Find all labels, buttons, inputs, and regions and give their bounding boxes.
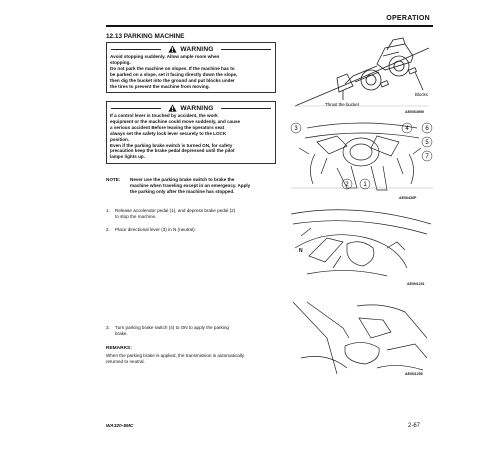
callout-7: 7 bbox=[425, 154, 429, 161]
warning-line: precaution keep the brake pedal depressed until the pilot bbox=[110, 148, 235, 154]
header-rule bbox=[106, 25, 433, 27]
note-line: the parking only after the machine has stopped. bbox=[130, 188, 235, 194]
figure-code: AE0N1255 bbox=[405, 372, 423, 376]
rule-right bbox=[221, 108, 271, 109]
warning-triangle-icon bbox=[168, 45, 177, 53]
warning-box-1 bbox=[106, 42, 276, 93]
warning-line: be parked on a slope, set it facing directly down the slope, bbox=[110, 71, 238, 77]
warning-line: the tires to prevent the machine from moving. bbox=[110, 83, 210, 89]
warning-line: lamps lights up. bbox=[110, 154, 145, 160]
page-section-header: OPERATION bbox=[386, 15, 430, 22]
warning-line: If a control lever is touched by accident, the work bbox=[110, 113, 218, 118]
step-text-cont: brake. bbox=[115, 331, 128, 336]
step-2 bbox=[106, 227, 276, 233]
rule-left bbox=[111, 108, 161, 109]
warning-title: WARNING bbox=[180, 104, 214, 112]
warning-box-2 bbox=[106, 101, 276, 164]
step-3 bbox=[106, 325, 276, 337]
step-1 bbox=[106, 208, 276, 220]
rule-right bbox=[221, 49, 271, 50]
cab-controls-illustration bbox=[287, 118, 437, 204]
step-text: Place directional lever (3) in N (neutral). bbox=[115, 227, 196, 232]
figure-cab-controls bbox=[287, 118, 437, 204]
loader-slope-illustration bbox=[287, 36, 435, 118]
remarks-text bbox=[106, 353, 278, 365]
footer-model: WA320-5MC bbox=[106, 424, 134, 429]
callout-5: 5 bbox=[425, 140, 429, 147]
rule-left bbox=[111, 49, 161, 50]
remarks-heading: REMARKS: bbox=[106, 346, 132, 351]
callout-2: 2 bbox=[345, 182, 349, 189]
warning-title: WARNING bbox=[180, 45, 214, 53]
warning-line: stopping. bbox=[110, 59, 131, 65]
warning-triangle-icon bbox=[168, 104, 177, 112]
remarks-line: returned to neutral. bbox=[106, 359, 145, 364]
step-number: 2. bbox=[106, 227, 110, 232]
note-block bbox=[106, 177, 274, 195]
warning-line: then dig the bucket into the ground and put blocks under bbox=[110, 77, 235, 83]
step-number: 1. bbox=[106, 208, 110, 213]
note-line: Never use the parking brake switch to brake the bbox=[130, 177, 235, 182]
figure-code: AE0N1231 bbox=[407, 282, 425, 286]
warning-line: Avoid stopping suddenly. Allow ample room when bbox=[110, 54, 220, 59]
callout-4: 4 bbox=[405, 126, 409, 133]
section-title: 12.13 PARKING MACHINE bbox=[106, 33, 185, 40]
figure-directional-lever bbox=[287, 208, 435, 288]
figure-parking-brake-switch bbox=[287, 298, 435, 380]
label-blocks: Blocks bbox=[415, 92, 428, 97]
step-text-cont: to stop the machine. bbox=[115, 214, 157, 219]
callout-3: 3 bbox=[294, 126, 298, 133]
remarks-line: When the parking brake is applied, the transmission is automatically bbox=[106, 353, 245, 358]
warning-header bbox=[107, 102, 275, 112]
label-neutral-n: N bbox=[299, 248, 303, 254]
warning-line: a serious accident Before leaving the operators seat bbox=[110, 124, 225, 130]
figure-code: AE0064950 bbox=[405, 110, 424, 114]
figure-code: AE06430P bbox=[399, 196, 417, 200]
note-label: NOTE: bbox=[106, 177, 121, 182]
footer-page-number: 2-67 bbox=[408, 423, 421, 429]
callout-6: 6 bbox=[425, 126, 429, 133]
step-text: Turn parking brake switch (4) to ON to apply the parking bbox=[115, 325, 229, 330]
warning-body bbox=[107, 53, 275, 92]
warning-body bbox=[107, 112, 275, 163]
directional-lever-illustration bbox=[287, 208, 435, 288]
step-number: 3. bbox=[106, 325, 110, 330]
label-thrust-bucket: Thrust the bucket bbox=[325, 102, 359, 107]
parking-brake-illustration bbox=[287, 298, 435, 380]
warning-line: equipment or the machine could move suddenly, and cause bbox=[110, 118, 241, 124]
note-line: machine when traveling except in an emergency. Apply bbox=[130, 182, 251, 188]
warning-line: Even if the parking brake switch is turned ON, for safety bbox=[110, 142, 233, 148]
warning-line: always set the safety lock lever securely to the LOCK bbox=[110, 130, 227, 136]
step-text: Release accelerator pedal (1), and depress brake pedal (2) bbox=[115, 208, 236, 213]
callout-1: 1 bbox=[363, 182, 367, 189]
warning-line: position. bbox=[110, 136, 130, 142]
warning-header bbox=[107, 43, 275, 53]
figure-loader-on-slope bbox=[287, 36, 435, 118]
warning-line: Do not park the machine on slopes. If the machine has to bbox=[110, 65, 235, 71]
